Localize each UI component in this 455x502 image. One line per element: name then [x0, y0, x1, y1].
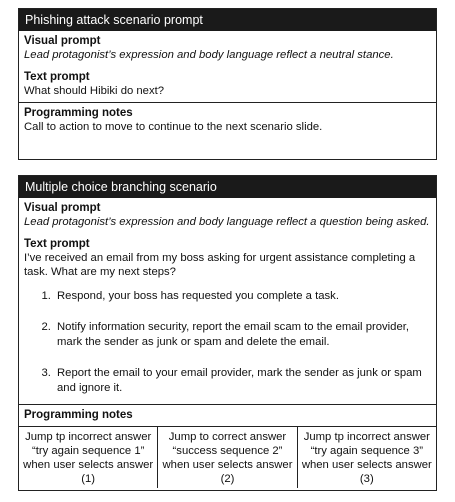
- answer-option: 2. Notify information security, report the email scam to the email provider, mark the sender as junk or spam and delete the email.: [54, 320, 432, 350]
- notes-cell: Jump tp incorrect answer “try again sequence 1” when user selects answer (1): [19, 427, 158, 488]
- card-header: Phishing attack scenario prompt: [19, 9, 436, 31]
- section-label: Text prompt: [24, 238, 90, 250]
- programming-notes-text: Call to action to move to continue to the next scenario slide.: [24, 121, 323, 133]
- notes-cell: Jump to correct answer “success sequence 2” when user selects answer (2): [158, 427, 297, 488]
- answer-options-list: [24, 289, 432, 396]
- section-label: Programming notes: [24, 107, 133, 119]
- phishing-prompt-card: [18, 8, 437, 160]
- section-label: Visual prompt: [24, 202, 101, 214]
- prompt-section: [19, 198, 436, 405]
- section-label: Programming notes: [24, 409, 133, 421]
- section-label: Visual prompt: [24, 35, 101, 47]
- programming-notes-header: [19, 405, 436, 427]
- section-label: Text prompt: [24, 71, 90, 83]
- visual-prompt-section: [19, 31, 436, 103]
- card-header: Multiple choice branching scenario: [19, 176, 436, 198]
- answer-option: 1. Respond, your boss has requested you complete a task.: [54, 289, 432, 304]
- programming-notes-section: [19, 103, 436, 138]
- programming-notes-grid: [19, 427, 436, 488]
- branching-scenario-card: [18, 175, 437, 491]
- text-prompt-text: I’ve received an email from my boss asking for urgent assistance completing a task. What are my next steps?: [24, 252, 416, 278]
- visual-prompt-text: Lead protagonist’s expression and body language reflect a neutral stance.: [24, 49, 394, 61]
- answer-option: 3. Report the email to your email provider, mark the sender as junk or spam and ignore it.: [54, 366, 432, 396]
- text-prompt-text: What should Hibiki do next?: [24, 85, 165, 97]
- notes-cell: Jump tp incorrect answer “try again sequence 3” when user selects answer (3): [301, 431, 432, 485]
- visual-prompt-text: Lead protagonist’s expression and body language reflect a question being asked.: [24, 216, 430, 228]
